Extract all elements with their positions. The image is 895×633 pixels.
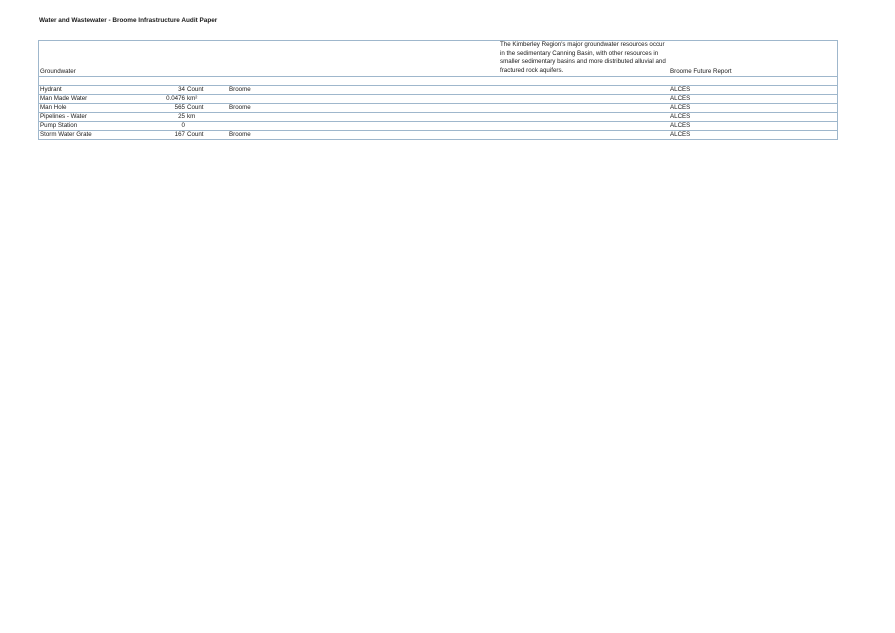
asset-source: ALCES bbox=[670, 122, 691, 129]
asset-source: ALCES bbox=[670, 113, 691, 120]
asset-unit: Count bbox=[187, 104, 204, 111]
asset-location: Broome bbox=[229, 86, 251, 93]
asset-source: ALCES bbox=[670, 86, 691, 93]
table-row bbox=[39, 104, 837, 113]
category-label: Groundwater bbox=[40, 68, 76, 75]
table-row bbox=[39, 122, 837, 131]
table-header-row bbox=[39, 41, 837, 77]
asset-location: Broome bbox=[229, 104, 251, 111]
asset-value: 34 bbox=[178, 86, 185, 93]
asset-location: Broome bbox=[229, 131, 251, 138]
asset-value: 167 bbox=[174, 131, 185, 138]
asset-unit: km bbox=[187, 113, 196, 120]
asset-name: Man Made Water bbox=[40, 95, 88, 102]
asset-name: Storm Water Grate bbox=[40, 131, 92, 138]
asset-source: ALCES bbox=[670, 104, 691, 111]
asset-value: 565 bbox=[174, 104, 185, 111]
asset-unit: Count bbox=[187, 131, 204, 138]
data-table bbox=[38, 40, 838, 140]
asset-value: 0 bbox=[181, 122, 185, 129]
asset-source: ALCES bbox=[670, 131, 691, 138]
table-row bbox=[39, 131, 837, 139]
asset-unit: Count bbox=[187, 86, 204, 93]
asset-unit: km² bbox=[187, 95, 198, 102]
table-row bbox=[39, 113, 837, 122]
header-source: Broome Future Report bbox=[670, 68, 732, 75]
table-row bbox=[39, 95, 837, 104]
category-description: The Kimberley Region's major groundwater resources occur in the sedimentary Canning Basin, with other resources in smaller sedimentary basins and more distributed alluvial and fractured rock aquifers. bbox=[500, 41, 666, 75]
asset-value: 0.0476 bbox=[166, 95, 185, 102]
asset-name: Pump Station bbox=[40, 122, 78, 129]
asset-name: Hydrant bbox=[40, 86, 62, 93]
asset-source: ALCES bbox=[670, 95, 691, 102]
spacer-row bbox=[39, 77, 837, 86]
asset-name: Man Hole bbox=[40, 104, 67, 111]
asset-name: Pipelines - Water bbox=[40, 113, 87, 120]
page-title: Water and Wastewater - Broome Infrastructure Audit Paper bbox=[39, 17, 218, 24]
table-row bbox=[39, 86, 837, 95]
asset-value: 25 bbox=[178, 113, 185, 120]
